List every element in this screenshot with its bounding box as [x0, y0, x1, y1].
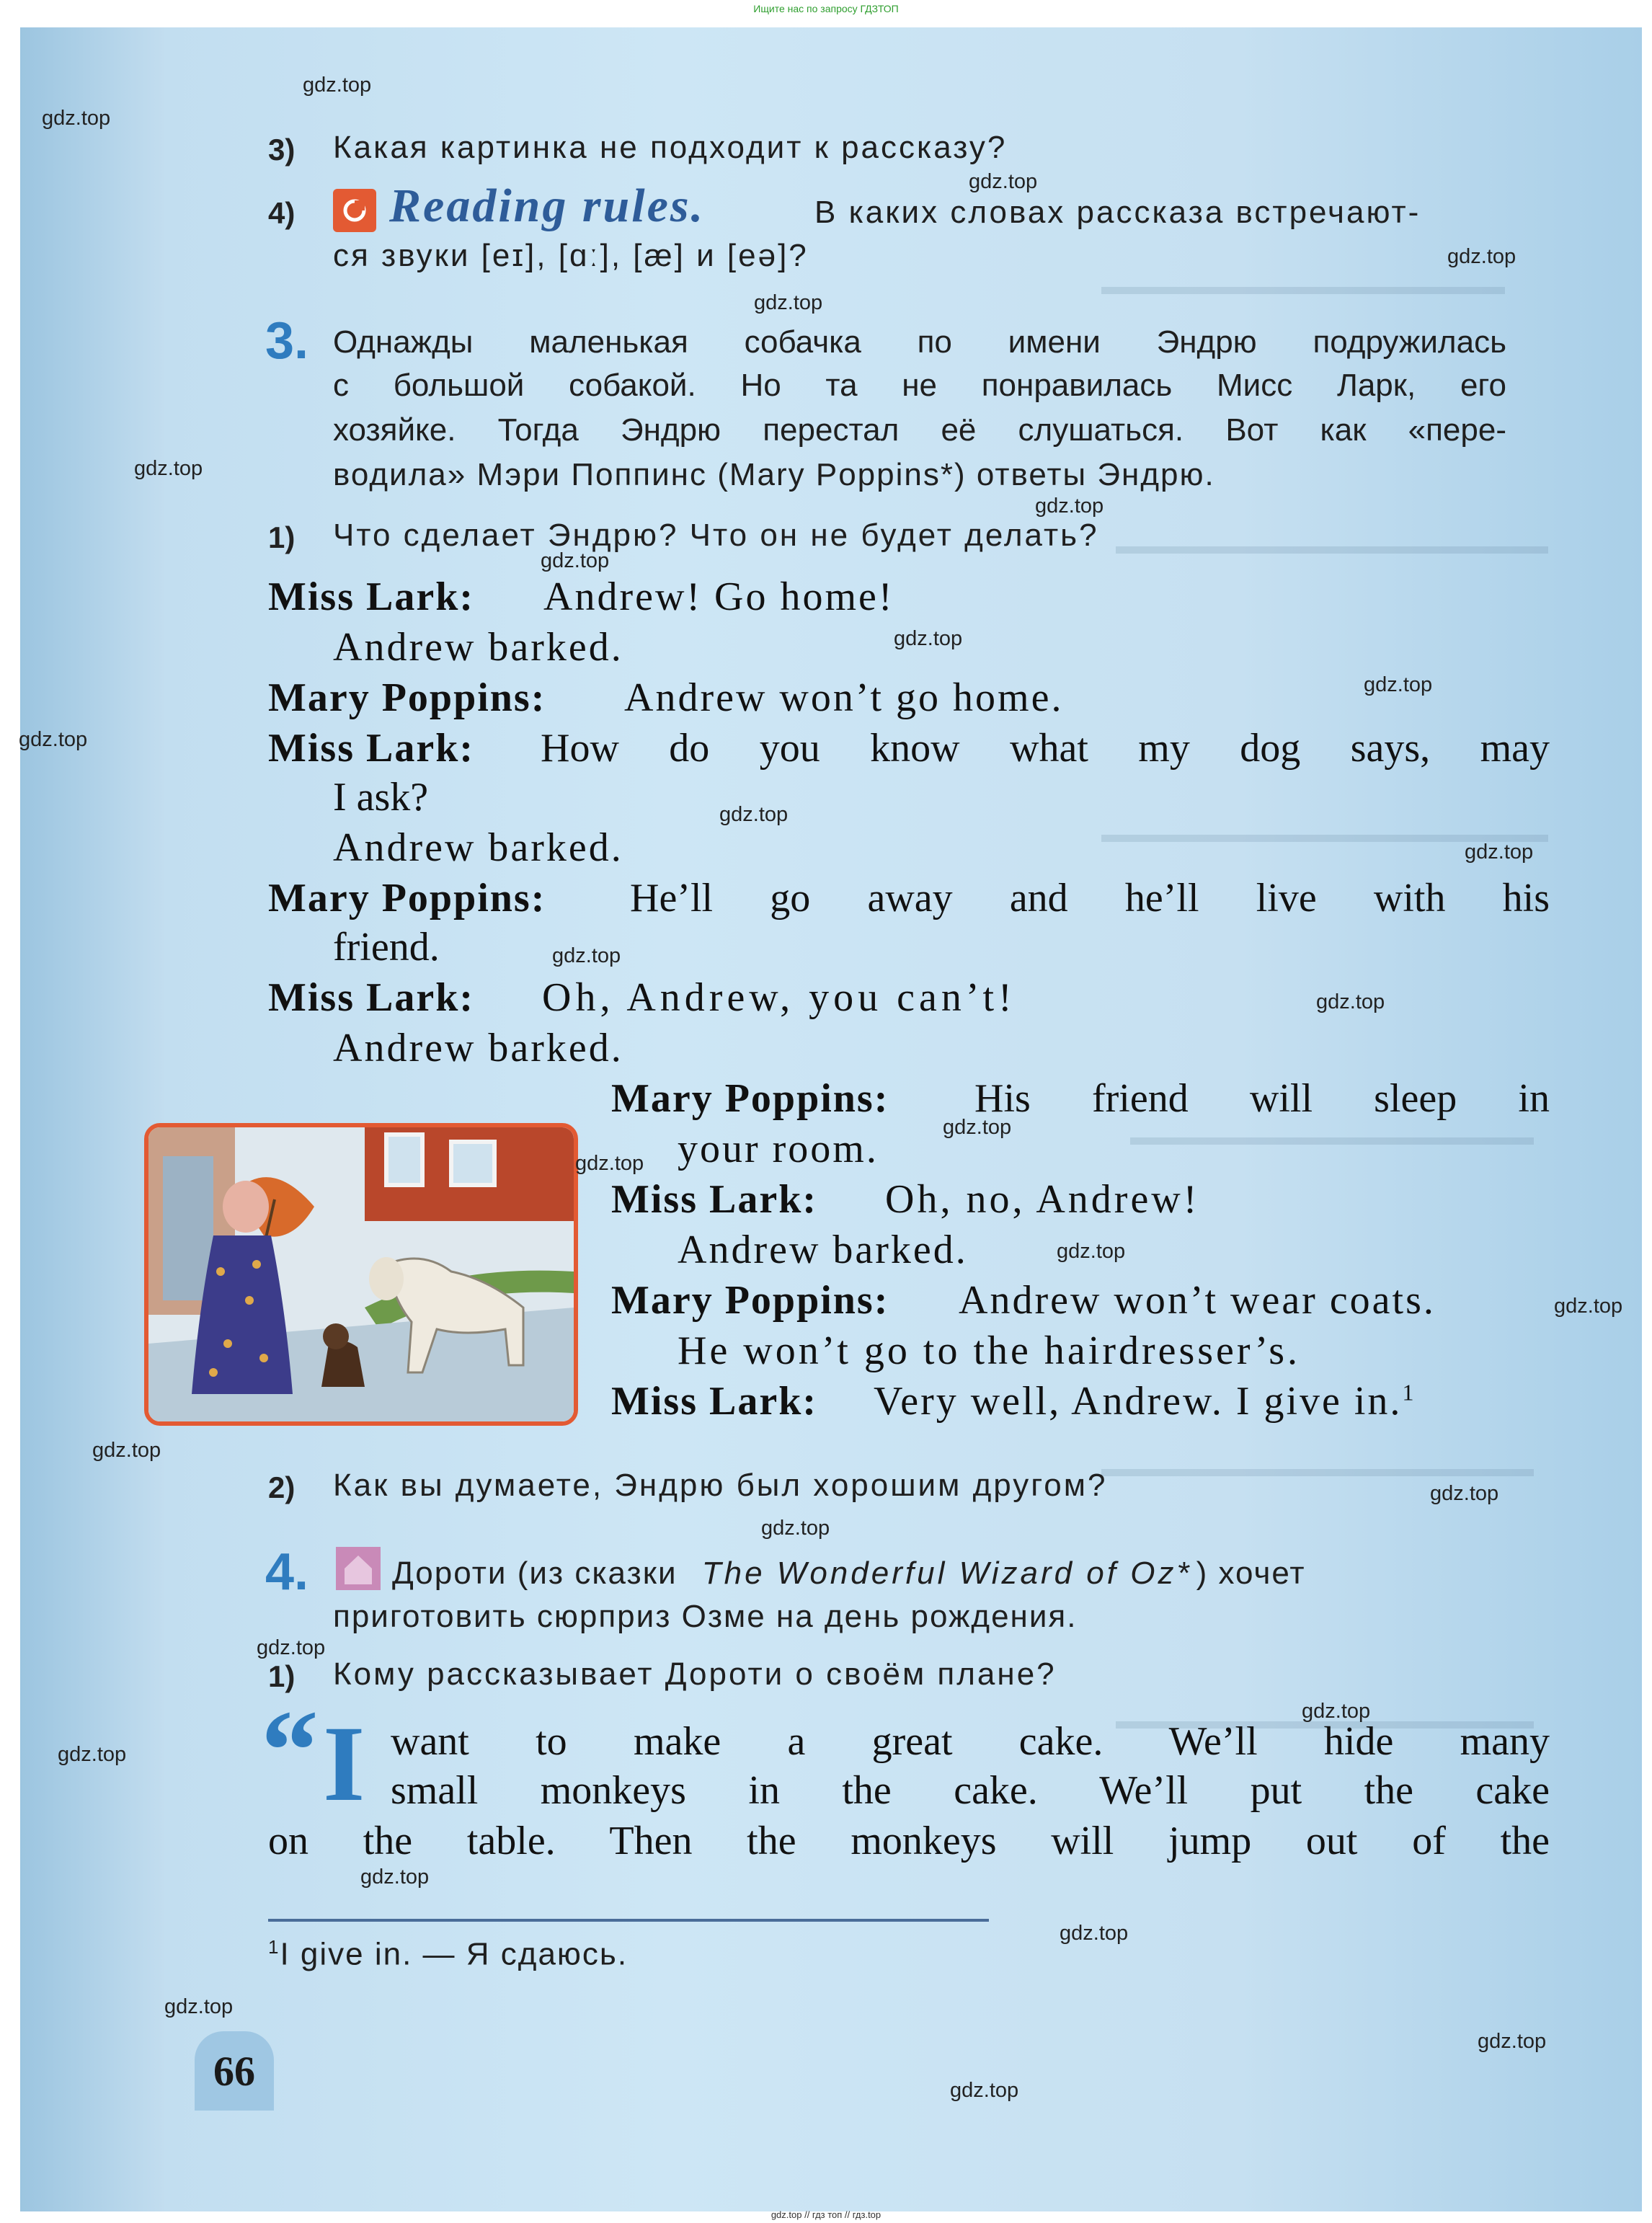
watermark: gdz.top [19, 728, 88, 751]
watermark: gdz.top [1316, 990, 1385, 1013]
dialogue-speaker: Miss Lark: [268, 726, 474, 771]
watermark: gdz.top [1035, 494, 1104, 518]
book-title: The Wonderful Wizard of Oz* [701, 1556, 1192, 1591]
watermark: gdz.top [257, 1636, 326, 1659]
watermark: gdz.top [42, 107, 111, 130]
dialogue-line: Andrew barked. [333, 625, 623, 670]
watermark: gdz.top [303, 74, 372, 97]
watermark: gdz.top [1554, 1295, 1623, 1318]
dialogue-line: Andrew barked. [333, 1026, 623, 1070]
watermark: gdz.top [894, 627, 963, 650]
dialogue-line-text: Very well, Andrew. I give in. [874, 1379, 1403, 1424]
watermark: gdz.top [575, 1152, 644, 1175]
task3-intro-line1: Однажды маленькая собачка по имени Эндрю подружилась [333, 324, 1506, 360]
footnote-mark: 1 [268, 1936, 280, 1958]
watermark: gdz.top [950, 2079, 1019, 2102]
watermark: gdz.top [969, 170, 1038, 193]
dialogue-speaker: Mary Poppins: [268, 675, 546, 720]
task3-question-2-text: Как вы думаете, Эндрю был хорошим другом? [333, 1468, 1108, 1503]
dialogue-line: His friend will sleep in [974, 1076, 1550, 1121]
dialogue-line: He won’t go to the hairdresser’s. [678, 1328, 1300, 1373]
watermark: gdz.top [1465, 840, 1534, 864]
page-number: 66 [195, 2031, 274, 2111]
dialogue-line: He’ll go away and he’ll live with his [630, 876, 1550, 920]
dialogue-line: Andrew barked. [333, 825, 623, 870]
reading-rules-title: Reading rules. [389, 179, 706, 232]
watermark: gdz.top [754, 291, 823, 314]
footnote-divider [268, 1919, 989, 1922]
watermark: gdz.top [164, 1995, 234, 2018]
watermark: gdz.top [1364, 673, 1433, 696]
task3-number: 3. [265, 312, 309, 370]
watermark: gdz.top [134, 457, 203, 480]
dialogue-speaker: Miss Lark: [268, 574, 474, 619]
watermark: gdz.top [1447, 245, 1516, 268]
dialogue-speaker: Mary Poppins: [611, 1278, 889, 1323]
watermark: gdz.top [541, 549, 610, 572]
watermark: gdz.top [1060, 1922, 1129, 1945]
task4-intro-text: Дороти (из сказки [392, 1556, 678, 1591]
reading-rules-icon [333, 189, 376, 232]
task3-intro-line3: хозяйке. Тогда Эндрю перестал её слушаться. Вот как «пере- [333, 412, 1506, 448]
task2-question-4-text-line2: ся звуки [eɪ], [ɑː], [æ] и [eə]? [333, 238, 809, 273]
task3-intro-line4: водила» Мэри Поппинс (Mary Poppins*) ответы Эндрю. [333, 457, 1215, 492]
dialogue-line: Andrew won’t go home. [624, 675, 1064, 720]
task4-question-1-text: Кому рассказывает Дороти о своём плане? [333, 1656, 1057, 1692]
quote-mark: “ [261, 1686, 319, 1814]
dialogue-speaker: Mary Poppins: [611, 1076, 889, 1121]
watermark: gdz.top [58, 1743, 127, 1766]
task3-intro-line2: с большой собакой. Но та не понравилась Мисс Ларк, его [333, 368, 1506, 403]
task2-question-4-number: 4) [268, 196, 296, 230]
watermark: gdz.top [1430, 1482, 1499, 1505]
house-icon [336, 1547, 381, 1590]
dialogue-line: Oh, Andrew, you can’t! [542, 975, 1016, 1020]
dialogue-line: Oh, no, Andrew! [885, 1177, 1200, 1222]
bottom-note: gdz.top // гдз топ // гдз.top [771, 2209, 881, 2220]
watermark: gdz.top [1302, 1700, 1371, 1723]
task3-question-1-number: 1) [268, 520, 296, 554]
task3-question-2-number: 2) [268, 1470, 296, 1504]
watermark: gdz.top [552, 944, 621, 967]
watermark: gdz.top [761, 1517, 830, 1540]
story-line: on the table. Then the monkeys will jump out of the [268, 1819, 1550, 1863]
top-note: Ищите нас по запросу ГДЗТОП [753, 3, 899, 14]
story-line: small monkeys in the cake. We’ll put the cake [391, 1768, 1550, 1813]
watermark: gdz.top [719, 803, 789, 826]
drop-cap: I [323, 1704, 365, 1824]
watermark: gdz.top [360, 1865, 430, 1889]
dialogue-line: How do you know what my dog says, may [541, 726, 1550, 771]
dialogue-line: friend. [333, 925, 440, 969]
task4-question-1-number: 1) [268, 1659, 296, 1693]
task2-question-4-text-line1: В каких словах рассказа встречают- [814, 195, 1421, 230]
task4-number: 4. [265, 1543, 309, 1601]
footnote [268, 1936, 628, 1973]
dialogue-line: I ask? [333, 775, 429, 820]
task4-intro-line2: приготовить сюрприз Озме на день рождения. [333, 1599, 1078, 1634]
dialogue-line [874, 1378, 1416, 1424]
dialogue-speaker: Miss Lark: [611, 1177, 817, 1222]
footnote-text: I give in. — Я сдаюсь. [280, 1936, 629, 1972]
dialogue-speaker: Mary Poppins: [268, 876, 546, 920]
dialogue-speaker: Miss Lark: [611, 1379, 817, 1424]
watermark: gdz.top [92, 1439, 161, 1462]
task2-question-3-number: 3) [268, 133, 296, 167]
dialogue-speaker: Miss Lark: [268, 975, 474, 1020]
watermark: gdz.top [1478, 2030, 1547, 2053]
dialogue-line: your room. [678, 1127, 879, 1171]
task4-intro-text: ) хочет [1196, 1556, 1306, 1591]
task4-intro-line1 [392, 1556, 1306, 1592]
watermark: gdz.top [1057, 1240, 1126, 1263]
dialogue-line: Andrew! Go home! [543, 574, 894, 619]
story-line: want to make a great cake. We’ll hide many [391, 1719, 1550, 1764]
footnote-reference: 1 [1402, 1379, 1416, 1406]
task3-question-1-text: Что сделает Эндрю? Что он не будет делать? [333, 518, 1099, 553]
dialogue-line: Andrew barked. [678, 1228, 968, 1272]
task2-question-3-text: Какая картинка не подходит к рассказу? [333, 130, 1008, 165]
watermark: gdz.top [943, 1116, 1012, 1139]
page-spine [20, 27, 164, 2211]
illustration-miss-lark-and-dogs [144, 1123, 578, 1426]
dialogue-line: Andrew won’t wear coats. [959, 1278, 1436, 1323]
